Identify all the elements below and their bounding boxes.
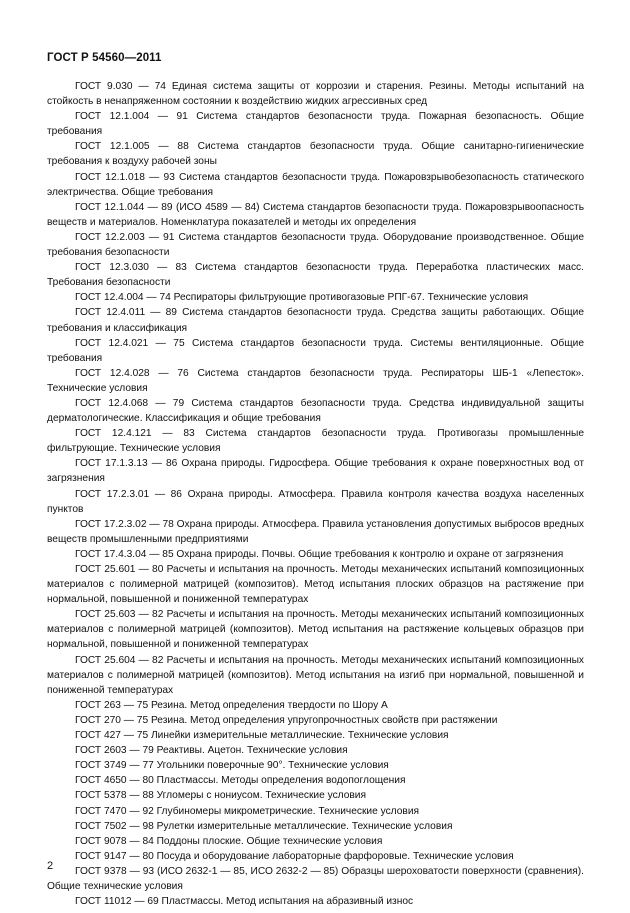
reference-entry: ГОСТ 12.1.018 — 93 Система стандартов безопасности труда. Пожаровзрывобезопасность статического электричества. Общие требования bbox=[47, 171, 584, 198]
reference-entry: ГОСТ 4650 — 80 Пластмассы. Методы определения водопоглощения bbox=[75, 775, 406, 787]
reference-entry: ГОСТ 12.1.044 — 89 (ИСО 4589 — 84) Система стандартов безопасности труда. Пожаровзрывоопасность веществ и материалов. Номенклатура показателей и методы их определения bbox=[47, 201, 584, 228]
reference-entry: ГОСТ 12.4.021 — 75 Система стандартов безопасности труда. Системы вентиляционные. Общие требования bbox=[47, 337, 584, 364]
reference-entry: ГОСТ 9.030 — 74 Единая система защиты от коррозии и старения. Резины. Методы испытаний на стойкость в ненапряженном состоянии к воздействию жидких агрессивных сред bbox=[47, 81, 584, 108]
reference-entry: ГОСТ 17.1.3.13 — 86 Охрана природы. Гидросфера. Общие требования к охране поверхностных вод от загрязнения bbox=[47, 458, 584, 485]
reference-entry: ГОСТ 5378 — 88 Угломеры с нониусом. Технические условия bbox=[75, 790, 367, 802]
reference-entry: ГОСТ 270 — 75 Резина. Метод определения упругопрочностных свойств при растяжении bbox=[75, 714, 498, 726]
reference-entry: ГОСТ 25.603 — 82 Расчеты и испытания на прочность. Методы механических испытаний композиционных материалов с полимерной матрицей (композитов). Метод испытания на растяжение кольцевых образцов при нормальной, повышенной и пониженной температурах bbox=[47, 609, 584, 651]
reference-entry: ГОСТ 9078 — 84 Поддоны плоские. Общие технические условия bbox=[75, 835, 383, 847]
reference-entry: ГОСТ 11012 — 69 Пластмассы. Метод испытания на абразивный износ bbox=[75, 896, 414, 908]
reference-entry: ГОСТ 17.2.3.02 — 78 Охрана природы. Атмосфера. Правила установления допустимых выбросов вредных веществ промышленными предприятиями bbox=[47, 518, 584, 545]
reference-entry: ГОСТ 12.4.011 — 89 Система стандартов безопасности труда. Средства защиты работающих. Общие требования и классификация bbox=[47, 307, 584, 334]
reference-entry: ГОСТ 25.601 — 80 Расчеты и испытания на прочность. Методы механических испытаний композиционных материалов с полимерной матрицей (композитов). Метод испытания плоских образцов на растяжение при нормальной, повышенной и пониженной температурах bbox=[47, 564, 584, 606]
reference-entry: ГОСТ 9147 — 80 Посуда и оборудование лабораторные фарфоровые. Технические условия bbox=[75, 850, 514, 862]
document-header: ГОСТ Р 54560—2011 bbox=[47, 52, 162, 64]
reference-entry: ГОСТ 17.4.3.04 — 85 Охрана природы. Почвы. Общие требования к контролю и охране от загрязнения bbox=[75, 548, 564, 560]
reference-entry: ГОСТ 12.1.004 — 91 Система стандартов безопасности труда. Пожарная безопасность. Общие требования bbox=[47, 111, 584, 138]
references-list bbox=[47, 79, 584, 909]
reference-entry: ГОСТ 12.1.005 — 88 Система стандартов безопасности труда. Общие санитарно-гигиенические требования к воздуху рабочей зоны bbox=[47, 141, 584, 168]
reference-entry: ГОСТ 12.3.030 — 83 Система стандартов безопасности труда. Переработка пластических масс. Требования безопасности bbox=[47, 262, 584, 289]
page-number: 2 bbox=[47, 860, 54, 872]
reference-entry: ГОСТ 25.604 — 82 Расчеты и испытания на прочность. Методы механических испытаний композиционных материалов с полимерной матрицей (композитов). Метод испытания на изгиб при нормальной, повышенной и пониженной температурах bbox=[47, 654, 584, 696]
reference-entry: ГОСТ 12.4.121 — 83 Система стандартов безопасности труда. Противогазы промышленные фильтрующие. Технические условия bbox=[47, 428, 584, 455]
reference-entry: ГОСТ 12.2.003 — 91 Система стандартов безопасности труда. Оборудование производственное. Общие требования безопасности bbox=[47, 231, 584, 259]
reference-entry: ГОСТ 12.4.004 — 74 Респираторы фильтрующие противогазовые РПГ-67. Технические условия bbox=[75, 292, 529, 304]
reference-entry: ГОСТ 2603 — 79 Реактивы. Ацетон. Технические условия bbox=[75, 745, 348, 757]
reference-entry: ГОСТ 17.2.3.01 — 86 Охрана природы. Атмосфера. Правила контроля качества воздуха населенных пунктов bbox=[47, 488, 584, 515]
reference-entry: ГОСТ 7470 — 92 Глубиномеры микрометрические. Технические условия bbox=[75, 805, 420, 817]
reference-entry: ГОСТ 12.4.028 — 76 Система стандартов безопасности труда. Респираторы ШБ-1 «Лепесток». Технические условия bbox=[47, 367, 584, 394]
reference-entry: ГОСТ 9378 — 93 (ИСО 2632-1 — 85, ИСО 2632-2 — 85) Образцы шероховатости поверхности (сравнения). Общие технические условия bbox=[47, 865, 584, 892]
reference-entry: ГОСТ 263 — 75 Резина. Метод определения твердости по Шору А bbox=[75, 699, 388, 711]
reference-entry: ГОСТ 427 — 75 Линейки измерительные металлические. Технические условия bbox=[75, 730, 449, 742]
reference-entry: ГОСТ 3749 — 77 Угольники поверочные 90°. Технические условия bbox=[75, 760, 389, 772]
reference-entry: ГОСТ 12.4.068 — 79 Система стандартов безопасности труда. Средства индивидуальной защиты дерматологические. Классификация и общие требования bbox=[47, 397, 584, 425]
reference-entry: ГОСТ 7502 — 98 Рулетки измерительные металлические. Технические условия bbox=[75, 820, 453, 832]
